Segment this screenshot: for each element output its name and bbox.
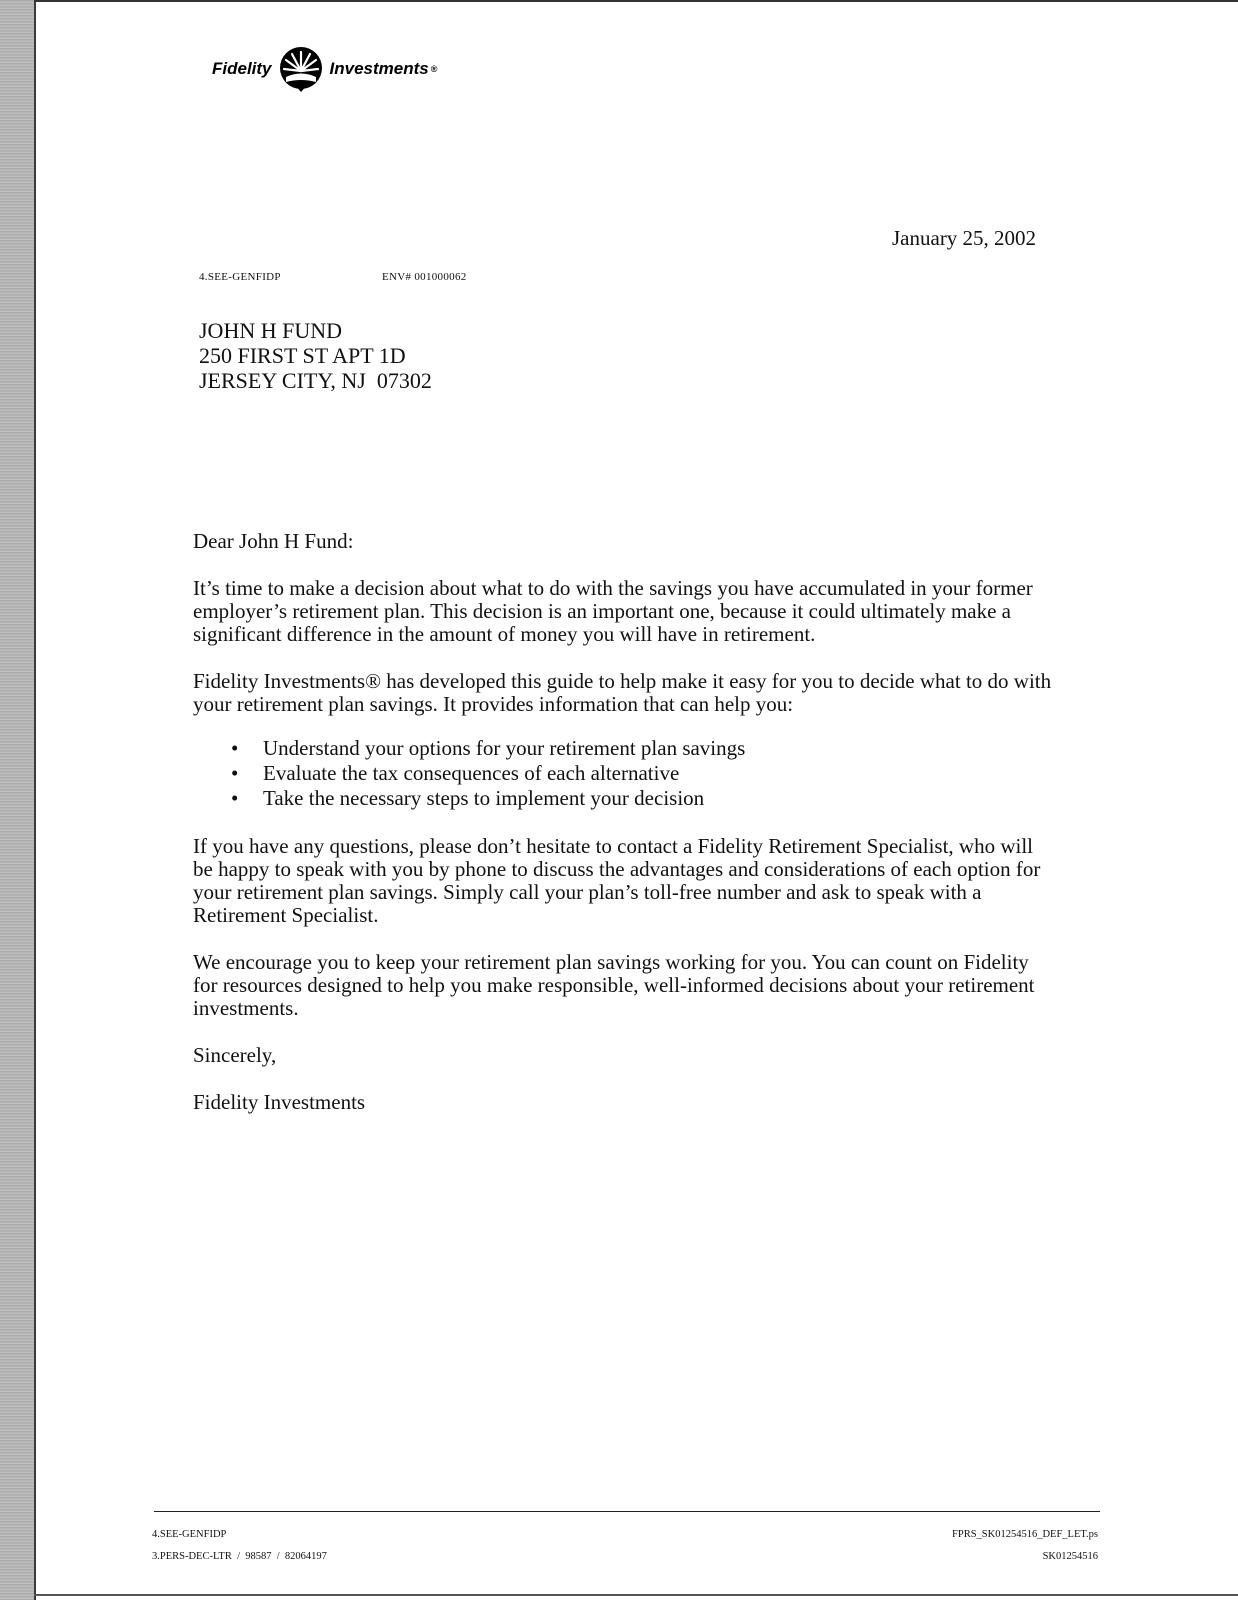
list-item [193,786,1053,811]
bullet-text: Take the necessary steps to implement your decision [263,786,705,810]
registered-mark: ® [430,64,438,74]
footer-right [952,1524,1098,1568]
address-line-city: JERSEY CITY, NJ 07302 [199,368,432,393]
footer-divider [154,1511,1100,1512]
signature: Fidelity Investments [193,1090,366,1114]
footer-left [152,1524,327,1568]
address-line-street: 250 FIRST ST APT 1D [199,343,406,368]
list-item [193,761,1053,786]
scan-binding-edge [0,0,34,1600]
bullet-icon: • [231,786,239,810]
letter-body [193,530,1053,1114]
letter-date: January 25, 2002 [892,226,1037,250]
footer-id: SK01254516 [1042,1551,1098,1562]
salutation: Dear John H Fund: [193,529,354,553]
bullet-text: Understand your options for your retirement plan savings [263,736,746,760]
scan-edge-line [34,0,36,1600]
address-line-name: JOHN H FUND [199,318,343,343]
bullet-icon: • [231,736,239,760]
logo-brand-left: Fidelity [212,59,272,78]
footer-code-1: 4.SEE-GENFIDP [152,1529,227,1540]
fidelity-logo [212,44,437,94]
scan-bottom-line [34,1594,1238,1596]
envelope-number: ENV# 001000062 [382,271,467,283]
logo-brand-right: Investments [329,59,429,78]
closing: Sincerely, [193,1043,277,1067]
paragraph-guide: Fidelity Investments® has developed this guide to help make it easy for you to decide what to do with your retirement plan savings. It provides information that can help you: [193,669,1052,716]
paragraph-decision: It’s time to make a decision about what to do with the savings you have accumulated in your former employer’s retirement plan. This decision is an important one, because it could ultimately make a significant difference in the amount of money you will have in retirement. [193,576,1033,646]
paragraph-encourage: We encourage you to keep your retirement plan savings working for you. You can count on Fidelity for resources designed to help you make responsible, well-informed decisions about your retirement investments. [193,950,1035,1020]
bullet-icon: • [231,761,239,785]
footer-code-2: 3.PERS-DEC-LTR / 98587 / 82064197 [152,1551,327,1562]
recipient-address [199,318,432,393]
bullet-text: Evaluate the tax consequences of each alternative [263,761,680,785]
bullet-list [193,736,1053,811]
list-item [193,736,1053,761]
sunburst-logo-icon [276,44,326,94]
mailing-code: 4.SEE-GENFIDP [199,271,281,283]
paragraph-questions: If you have any questions, please don’t hesitate to contact a Fidelity Retirement Specialist, who will be happy to speak with you by phone to discuss the advantages and considerations of each option for your retirement plan savings. Simply call your plan’s toll-free number and ask to speak with a Retirement Specialist. [193,834,1041,927]
scan-top-line [34,0,1238,2]
footer-filename: FPRS_SK01254516_DEF_LET.ps [952,1529,1098,1540]
